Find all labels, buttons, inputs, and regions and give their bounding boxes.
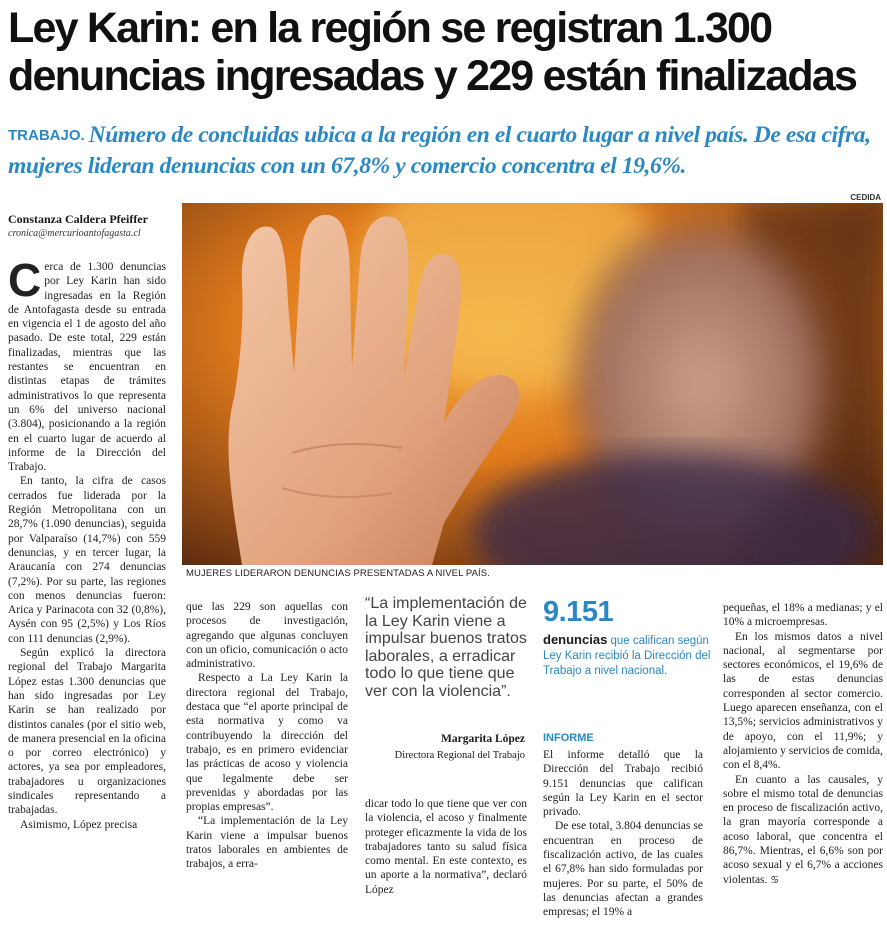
- paragraph: Respecto a La Ley Karin la directora regional del Trabajo, destaca que “el aporte principal de esta normativa y como va contribuyendo la dirección del trabajo, es en primero evidenciar las prácticas de acoso y violencia que legalmente debe ser prevenidas y abordadas por las propias empresas”.: [186, 672, 348, 814]
- raised-hand-photo: [182, 203, 883, 565]
- paragraph: En tanto, la cifra de casos cerrados fue liderada por la Región Metropolitana con un 28,7% (1.090 denuncias), seguida por Valparaíso (14,7%) con 559 denuncias, y en tercer lugar, la Araucanía con 274 denuncias (7,2%). Por su parte, las regiones con menos denuncias fueron: Arica y Parinacota con 32 (0,8%), Aysén con 95 (2,5%) y Los Ríos con 111 denuncias (2,9%).: [8, 475, 166, 645]
- subheadline: [8, 120, 886, 181]
- main-photo: [182, 203, 883, 565]
- drop-cap: C: [8, 254, 42, 306]
- body-column-4: [543, 748, 703, 920]
- paragraph: Según explicó la directora regional del Trabajo Margarita López estas 1.300 denuncias que han sido ingresadas por Ley Karin se han realizado por distintos canales (por el sitio web, de manera presencial en la oficina o por correo electrónico) y actores, ya sea por empleadores, trabajadores u organizaciones sindicales representando a trabajadas.: [8, 647, 166, 817]
- paragraph: “La implementación de la Ley Karin viene a impulsar buenos tratos laborales en ambientes de trabajos, a erra-: [186, 815, 348, 871]
- section-label: INFORME: [543, 732, 594, 744]
- paragraph: dicar todo lo que tiene que ver con la violencia, el acoso y finalmente proteger eficazmente la vida de los trabajadores tanto su salud física como mental. En este contexto, es un aporte a la normativa”, declaró López: [365, 798, 527, 896]
- pull-quote-role: Directora Regional del Trabajo: [394, 750, 525, 761]
- body-column-3: [365, 797, 527, 897]
- headline: Ley Karin: en la región se registran 1.300 denuncias ingresadas y 229 están finalizadas: [8, 4, 857, 100]
- paragraph: Asimismo, López precisa: [20, 818, 138, 831]
- body-column-5: [723, 601, 883, 888]
- photo-credit: CEDIDA: [850, 193, 881, 202]
- pull-quote-author: Margarita López: [441, 733, 525, 745]
- paragraph: pequeñas, el 18% a medianas; y el 10% a microempresas.: [723, 602, 883, 629]
- section-kicker: TRABAJO.: [8, 127, 85, 144]
- subheadline-text: Número de concluidas ubica a la región en el cuarto lugar a nivel país. De esa cifra, mujeres lideran denuncias con un 67,8% y comercio concentra el 19,6%.: [8, 122, 871, 179]
- pull-quote: “La implementación de la Ley Karin viene a impulsar buenos tratos laborales, a erradicar todo lo que tiene que ver con la violencia”.: [365, 595, 527, 700]
- fact-box: [543, 632, 713, 679]
- paragraph: De ese total, 3.804 denuncias se encuentran en proceso de fiscalización activo, de las cuales el 67,8% han sido formuladas por mujeres. Por su parte, el 50% de las denuncias afectan a grandes empresas; el 19% a: [543, 820, 703, 919]
- paragraph: En los mismos datos a nivel nacional, al segmentarse por sectores económicos, el 19,6% de las de estas denuncias corresponden al sector comercio. Luego aparecen enseñanza, con el 13,5%; servicios administrativos y de apoyo, con el 11,9%; y alojamiento y servicios de comida, con el 8,4%.: [723, 630, 883, 772]
- paragraph: que las 229 son aquellas con procesos de investigación, agregando que algunas concluyen con un oficio, comunicación o acto administrativo.: [186, 601, 348, 671]
- fact-bold: denuncias: [543, 632, 608, 647]
- end-mark-icon: ♋: [770, 874, 780, 886]
- paragraph: Cerca de 1.300 denuncias por Ley Karin han sido ingresadas en la Región de Antofagasta desde su entrada en vigencia el 1 de agosto del año pasado. De este total, 229 están finalizadas, mientras que las restantes se encuentran en distintas etapas de trámites administrativos lo que representa un 6% del universo nacional (3.804), posicionando a la región en el cuarto lugar de acuerdo al informe de la Dirección del Trabajo.: [8, 254, 166, 474]
- paragraph: El informe detalló que la Dirección del Trabajo recibió 9.151 denuncias que califican según la Ley Karin en el sector privado.: [543, 749, 703, 819]
- byline-author: Constanza Caldera Pfeiffer: [8, 212, 148, 226]
- photo-caption: MUJERES LIDERARON DENUNCIAS PRESENTADAS A NIVEL PAÍS.: [186, 568, 490, 579]
- byline-email: cronica@mercurioantofagasta.cl: [8, 228, 141, 239]
- body-column-1: [8, 254, 166, 832]
- fact-text: que califican según Ley Karin recibió la Dirección del Trabajo a nivel nacional.: [543, 635, 711, 677]
- paragraph: En cuanto a las causales, y sobre el mismo total de denuncias en proceso de fiscalización activo, la gran mayoría corresponde a acoso laboral, que concentra el 86,7%. Mientras, el 6,6% son por acoso sexual y el 6,7% a acciones violentas. ♋: [723, 773, 883, 886]
- fact-figure: 9.151: [543, 596, 614, 628]
- body-column-2: [186, 600, 348, 872]
